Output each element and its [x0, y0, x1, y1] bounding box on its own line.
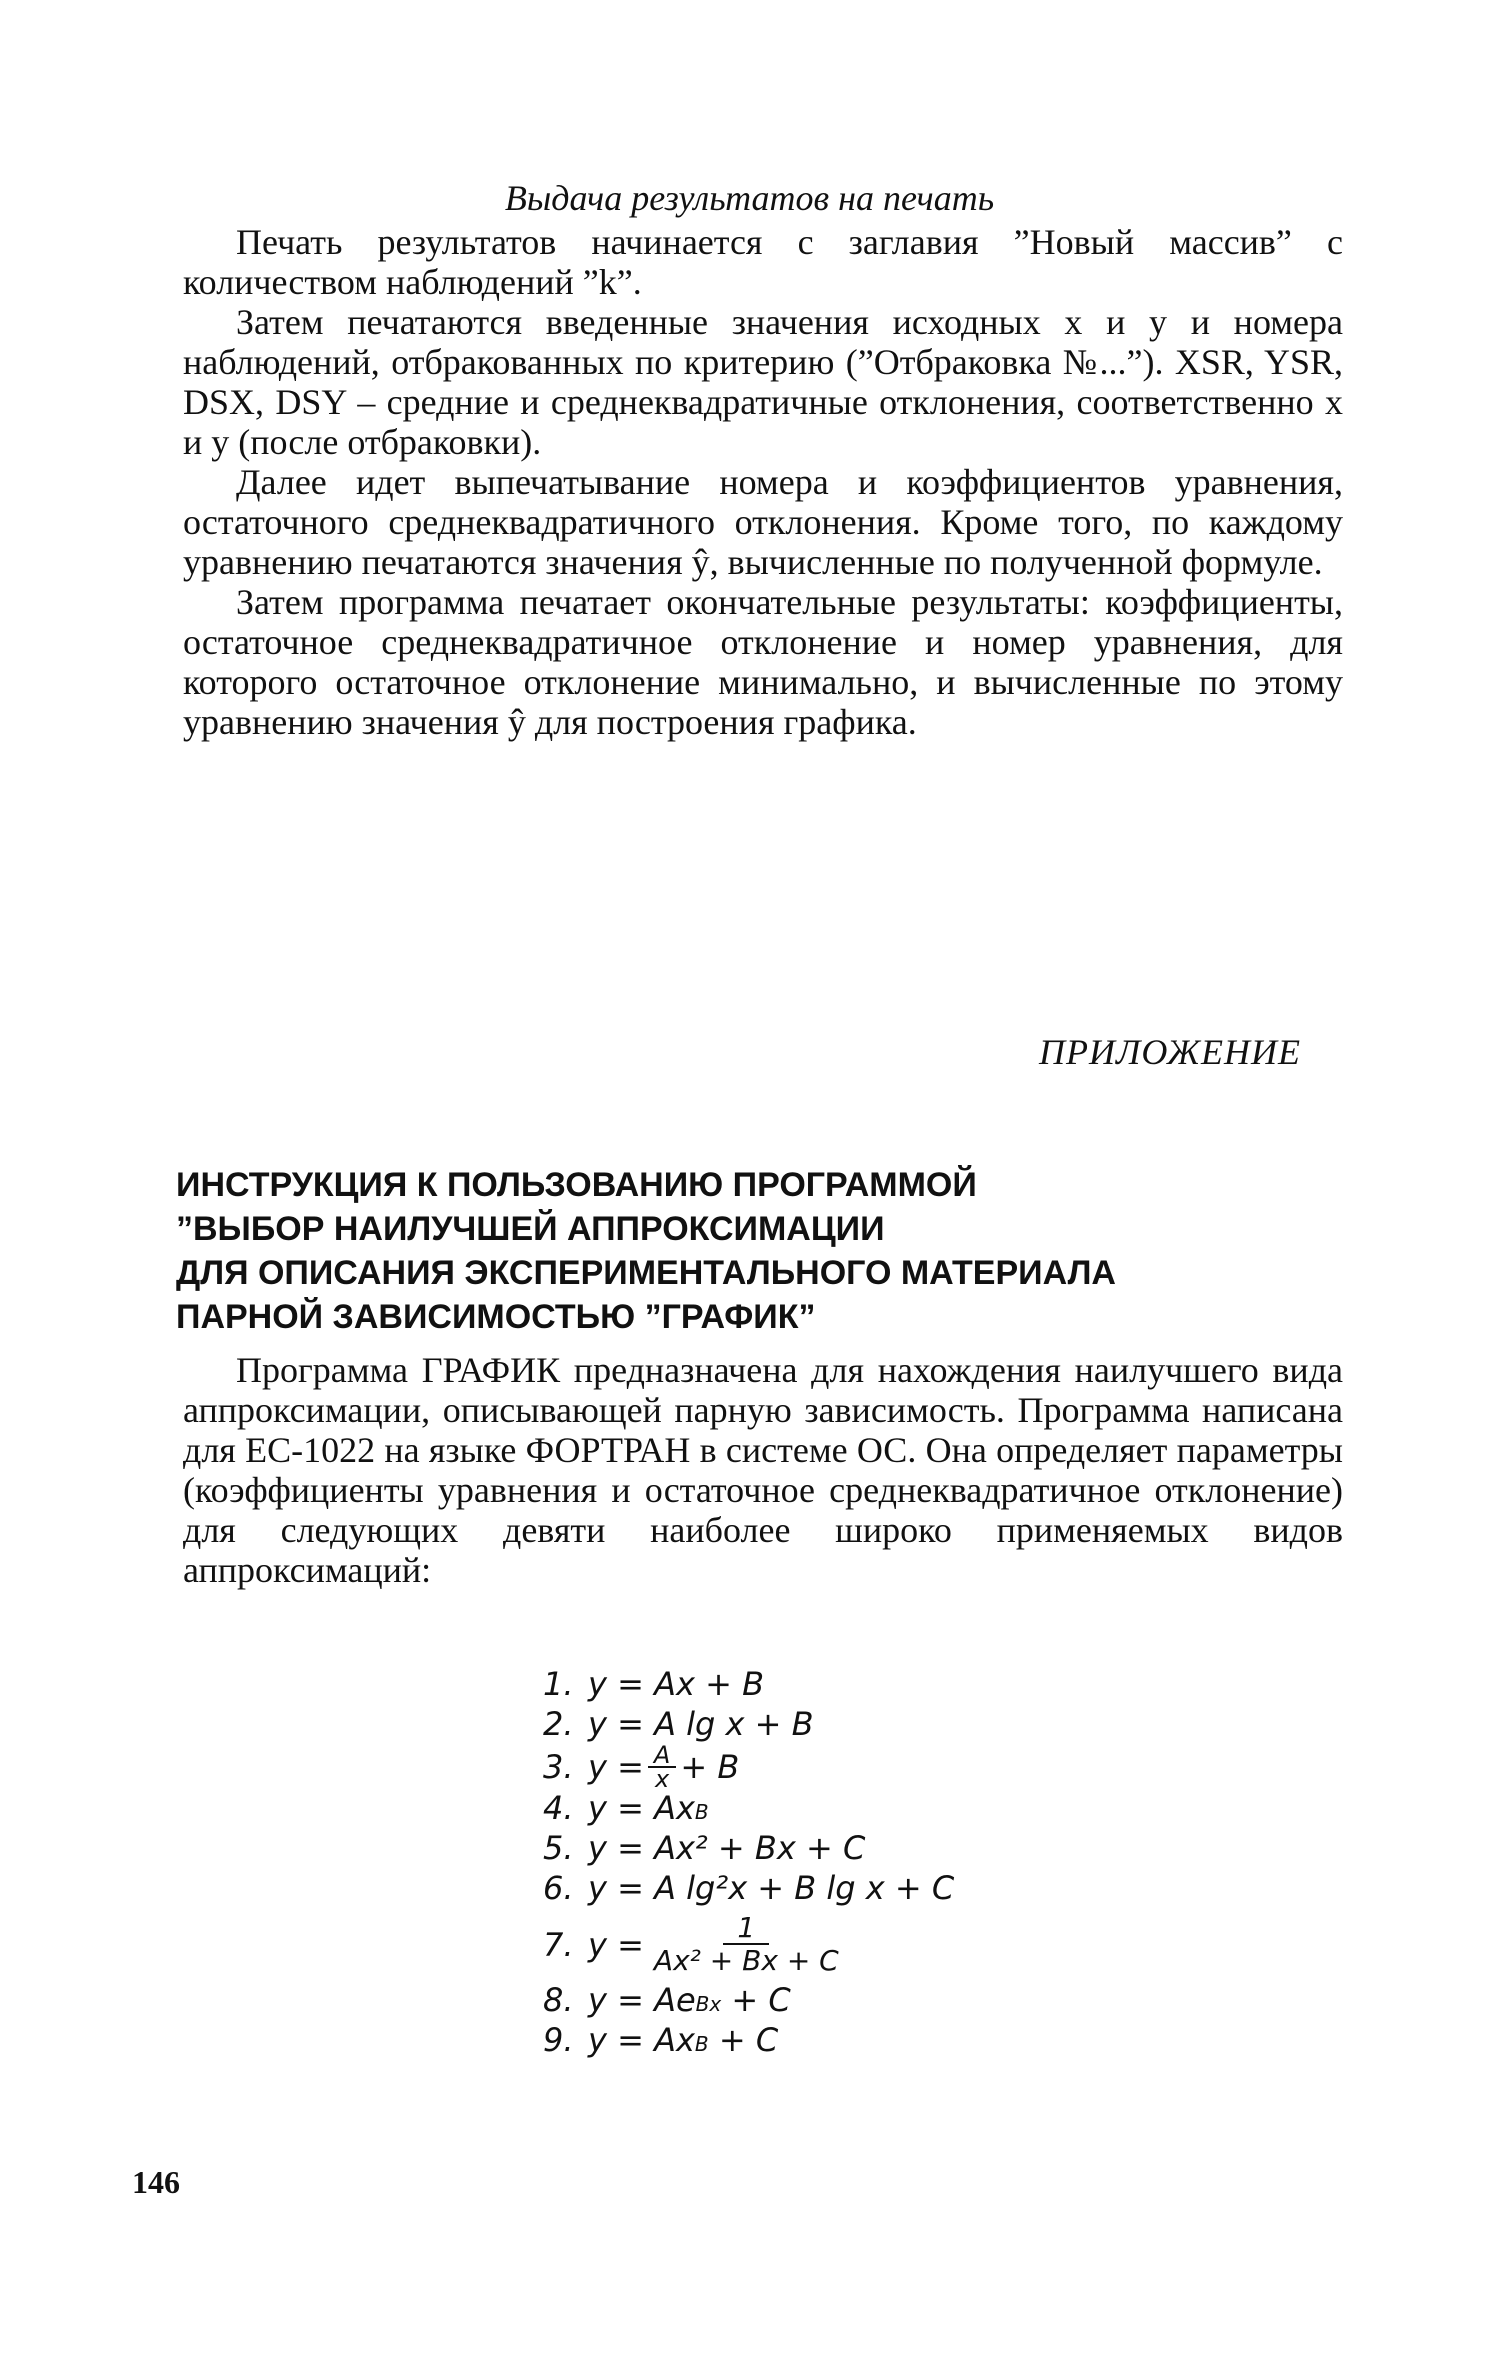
formula-number: 8. [543, 1981, 574, 2019]
formula-8 [543, 1981, 1023, 2021]
title-line: ”ВЫБОР НАИЛУЧШЕЙ АППРОКСИМАЦИИ [176, 1210, 885, 1248]
formula-exponent: Bx [695, 1992, 722, 2016]
formula-6 [543, 1869, 1023, 1909]
formula-number: 6. [543, 1869, 574, 1907]
formula-number: 5. [543, 1829, 574, 1867]
section-title: Выдача результатов на печать [504, 178, 995, 218]
formula-tail: + C [721, 1981, 791, 2019]
formula-number: 9. [543, 2021, 574, 2059]
formula-text: y = A lg x + B [588, 1705, 814, 1743]
formula-text: y = Ae [588, 1981, 696, 2019]
instruction-title [176, 1163, 1376, 1339]
formula-5 [543, 1829, 1023, 1869]
formula-fraction [648, 1741, 676, 1793]
formula-2 [543, 1705, 1023, 1745]
formula-7 [543, 1909, 1023, 1981]
fraction-denominator: x [655, 1765, 670, 1793]
formula-number: 3. [543, 1748, 574, 1786]
formula-text: y = Ax [588, 1789, 695, 1827]
intro-section [183, 1350, 1343, 1590]
appendix-label: ПРИЛОЖЕНИЕ [1039, 1032, 1301, 1072]
formula-rhs: + B [680, 1748, 740, 1786]
paragraph: Печать результатов начинается с заглавия ”Новый массив” с количеством наблюдений ”k”. [183, 222, 1343, 302]
formula-number: 1. [543, 1665, 574, 1703]
formula-9 [543, 2021, 1023, 2061]
formula-4 [543, 1789, 1023, 1829]
formula-text: y = Ax² + Bx + C [588, 1829, 866, 1867]
fraction-numerator: 1 [723, 1913, 769, 1945]
fraction-denominator: Ax² + Bx + C [653, 1944, 839, 1977]
formula-1 [543, 1665, 1023, 1705]
title-line: ПАРНОЙ ЗАВИСИМОСТЬЮ ”ГРАФИК” [176, 1298, 816, 1336]
title-line: ИНСТРУКЦИЯ К ПОЛЬЗОВАНИЮ ПРОГРАММОЙ [176, 1166, 977, 1204]
formula-fraction [654, 1913, 839, 1977]
results-section [183, 222, 1343, 742]
fraction-numerator: A [648, 1744, 676, 1768]
formula-text: y = Ax + B [588, 1665, 765, 1703]
formula-number: 4. [543, 1789, 574, 1827]
formula-text: y = Ax [588, 2021, 695, 2059]
formula-number: 7. [543, 1926, 574, 1964]
page-number: 146 [132, 2164, 180, 2200]
intro-paragraph: Программа ГРАФИК предназначена для нахождения наилучшего вида аппроксимации, описывающей парную зависимость. Программа написана для ЕС-1022 на языке ФОРТРАН в системе ОС. Она определяет параметры (коэффициенты уравнения и остаточное среднеквадратичное отклонение) для следующих девяти наиболее широко применяемых видов аппроксимаций: [183, 1350, 1343, 1590]
formula-lhs: y = [588, 1748, 644, 1786]
paragraph: Затем печатаются введенные значения исходных x и y и номера наблюдений, отбракованных по критерию (”Отбраковка №...”). XSR, YSR, DSX, DSY – средние и среднеквадратичные отклонения, соответственно x и y (после отбраковки). [183, 302, 1343, 462]
paragraph: Далее идет выпечатывание номера и коэффициентов уравнения, остаточного среднеквадратичного отклонения. Кроме того, по каждому уравнению печатаются значения ŷ, вычисленные по полученной формуле. [183, 462, 1343, 582]
formula-lhs: y = [588, 1926, 644, 1964]
formula-number: 2. [543, 1705, 574, 1743]
title-line: ДЛЯ ОПИСАНИЯ ЭКСПЕРИМЕНТАЛЬНОГО МАТЕРИАЛА [176, 1254, 1116, 1292]
formula-exponent: B [694, 1800, 709, 1824]
formula-list [543, 1665, 1023, 2061]
paragraph: Затем программа печатает окончательные результаты: коэффициенты, остаточное среднеквадратичное отклонение и номер уравнения, для которого остаточное отклонение минимально, и вычисленные по этому уравнению значения ŷ для построения графика. [183, 582, 1343, 742]
formula-exponent: B [694, 2032, 709, 2056]
formula-3 [543, 1741, 1023, 1793]
formula-tail: + C [708, 2021, 779, 2059]
formula-text: y = A lg²x + B lg x + C [588, 1869, 955, 1907]
